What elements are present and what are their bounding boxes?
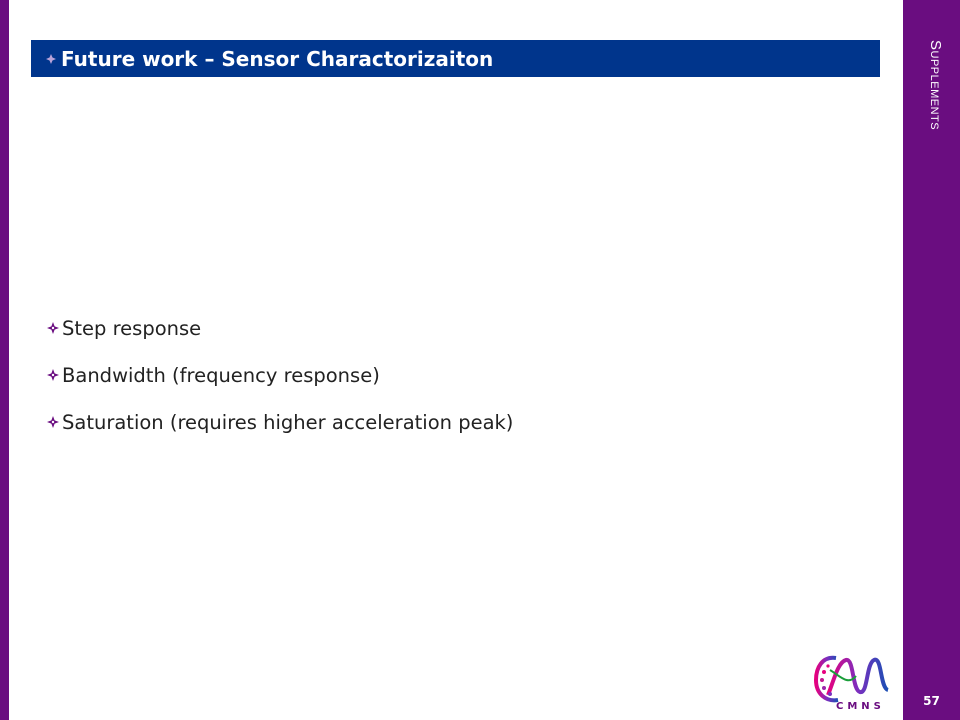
- bullet-text: Bandwidth (frequency response): [62, 363, 380, 387]
- section-label-text: Supplements: [927, 40, 944, 131]
- page-number: 57: [923, 694, 940, 708]
- diamond-bullet-icon: [47, 369, 59, 381]
- list-item: [47, 406, 513, 438]
- section-label: [918, 40, 944, 200]
- slide-title: Future work – Sensor Charactorizaiton: [61, 46, 494, 71]
- bullet-text: Saturation (requires higher acceleration peak): [62, 410, 514, 434]
- list-item: [47, 359, 513, 391]
- left-accent-bar: [0, 0, 9, 720]
- logo-text: CMNS: [836, 701, 885, 712]
- title-bar: [31, 40, 880, 77]
- diamond-bullet-icon: [47, 416, 59, 428]
- list-item: [47, 312, 513, 344]
- bullet-text: Step response: [62, 316, 202, 340]
- diamond-bullet-icon: [46, 54, 56, 64]
- bullet-list: [47, 312, 513, 453]
- diamond-bullet-icon: [47, 322, 59, 334]
